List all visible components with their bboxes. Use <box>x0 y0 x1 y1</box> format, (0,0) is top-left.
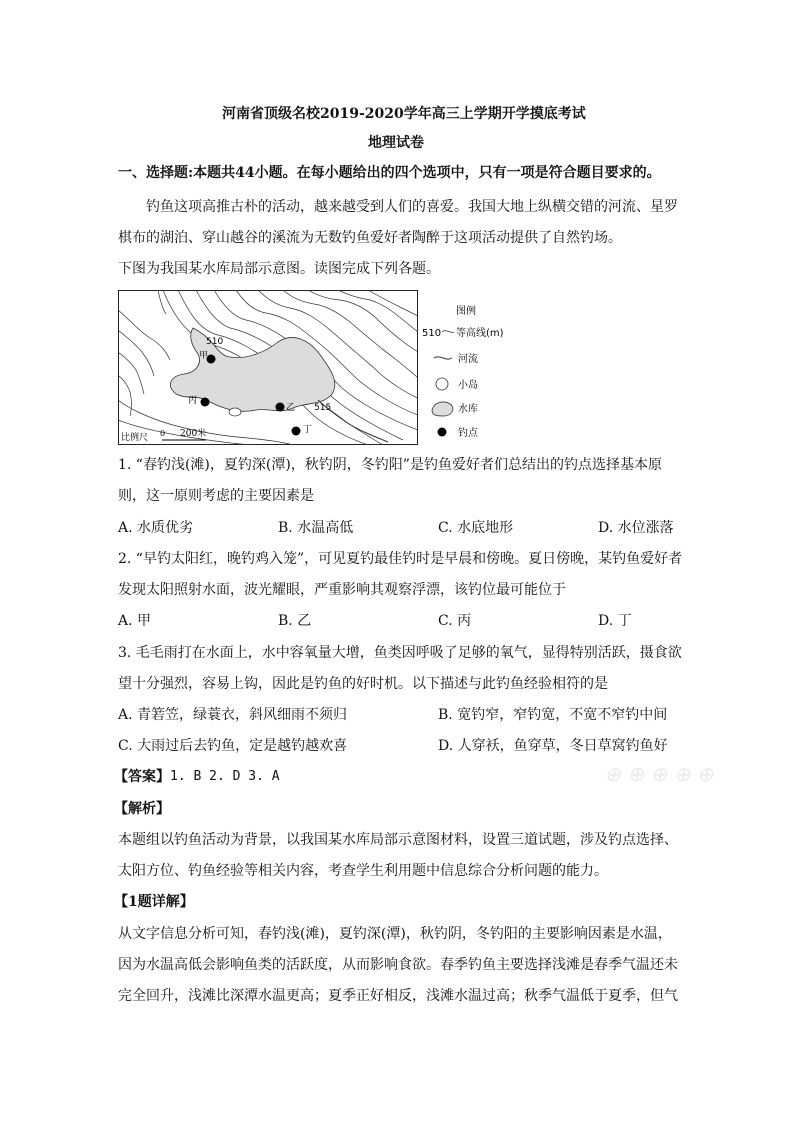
reservoir-map <box>118 290 418 445</box>
detail1-line-1: 从文字信息分析可知，春钓浅(滩)，夏钓深(潭)，秋钓阴，冬钓阳的主要影响因素是水温， <box>118 926 672 942</box>
legend-river-label: 河流 <box>458 354 478 365</box>
q2-option-b: B. 乙 <box>278 613 312 629</box>
point-bing-label: 丙 <box>188 396 198 406</box>
q3-option-a: A. 青箬笠，绿蓑衣，斜风细雨不须归 <box>118 707 348 723</box>
q3-stem-line-2: 望十分强烈，容易上钩，因此是钓鱼的好时机。以下描述与此钓鱼经验相符的是 <box>118 676 608 692</box>
q2-stem-line-1: 2. “早钓太阳红，晚钓鸡入笼”，可见夏钓最佳钓时是早晨和傍晚。夏日傍晚，某钓鱼爱好者 <box>118 551 683 567</box>
legend-spot-icon <box>438 428 447 437</box>
map-legend <box>420 300 530 440</box>
legend-reservoir-label: 水库 <box>458 404 478 415</box>
q1-stem-line-1: 1. “春钓浅(滩)，夏钓深(潭)，秋钓阴，冬钓阳”是钓鱼爱好者们总结出的钓点选择基本原 <box>118 457 662 473</box>
legend-title: 图例 <box>456 306 476 317</box>
page-subtitle: 地理试卷 <box>368 135 424 151</box>
detail1-line-3: 完全回升，浅滩比深潭水温更高；夏季正好相反，浅滩水温过高；秋季气温低于夏季，但气 <box>118 988 678 1004</box>
point-jia-label: 甲 <box>199 351 209 361</box>
scale-zero: 0 <box>160 429 166 438</box>
q1-option-c: C. 水底地形 <box>438 520 514 536</box>
q1-option-a: A. 水质优劣 <box>118 520 194 536</box>
intro-line-2: 棋布的湖泊、穿山越谷的溪流为无数钓鱼爱好者陶醉于这项活动提供了自然钓场。 <box>118 230 622 246</box>
q3-stem-line-1: 3. 毛毛雨打在水面上，水中容氧量大增，鱼类因呼吸了足够的氧气，显得特别活跃，摄食欲 <box>118 645 682 661</box>
answer-text: 1. B 2. D 3. A <box>170 769 280 784</box>
legend-contour-label: 等高线(m) <box>456 328 504 339</box>
contour-515-label: 515 <box>314 403 332 413</box>
island-shape <box>229 408 241 416</box>
intro-line-3: 下图为我国某水库局部示意图。读图完成下列各题。 <box>118 261 440 277</box>
q3-option-d: D. 人穿袄，鱼穿草，冬日草窝钓鱼好 <box>438 738 668 754</box>
point-yi <box>276 403 285 412</box>
legend-contour-num: 510 <box>422 328 442 339</box>
analysis-line-1: 本题组以钓鱼活动为背景，以我国某水库局部示意图材料，设置三道试题，涉及钓点选择、 <box>118 832 678 848</box>
q2-option-a: A. 甲 <box>118 613 152 629</box>
detail1-line-2: 因为水温高低会影响鱼类的活跃度，从而影响食欲。春季钓鱼主要选择浅滩是春季气温还未 <box>118 957 678 973</box>
answer-label: 【答案】 <box>114 769 170 785</box>
legend-island-icon <box>436 378 448 390</box>
page-title: 河南省顶级名校2019-2020学年高三上学期开学摸底考试 <box>222 106 586 122</box>
q2-stem-line-2: 发现太阳照射水面，波光耀眼，严重影响其观察浮漂，该钓位最可能位于 <box>118 582 566 598</box>
analysis-line-2: 太阳方位、钓鱼经验等相关内容，考查学生利用题中信息综合分析问题的能力。 <box>118 863 608 879</box>
legend-spot-label: 钓点 <box>458 428 478 439</box>
detail1-label: 【1题详解】 <box>114 894 194 910</box>
point-yi-label: 乙 <box>286 403 296 413</box>
legend-river-icon <box>434 357 452 359</box>
legend-reservoir-icon <box>432 402 453 416</box>
scale-label: 比例尺 <box>121 433 149 443</box>
intro-line-1: 钓鱼这项高推古朴的活动，越来越受到人们的喜爱。我国大地上纵横交错的河流、星罗 <box>146 199 678 215</box>
q1-stem-line-2: 则，这一原则考虑的主要因素是 <box>118 488 314 504</box>
analysis-label: 【解析】 <box>114 801 170 817</box>
watermark: ⊕ ⊕ ⊕ ⊕ ⊕ <box>603 762 718 786</box>
point-ding-label: 丁 <box>303 425 313 435</box>
q2-option-d: D. 丁 <box>598 613 632 629</box>
point-ding <box>292 427 301 436</box>
q1-option-d: D. 水位涨落 <box>598 520 674 536</box>
q3-option-b: B. 宽钓窄，窄钓宽，不宽不窄钓中间 <box>438 707 668 723</box>
legend-island-label: 小岛 <box>458 380 478 391</box>
q2-option-c: C. 丙 <box>438 613 472 629</box>
q1-option-b: B. 水温高低 <box>278 520 354 536</box>
point-bing <box>201 398 210 407</box>
contour-510-label: 510 <box>206 337 224 347</box>
scale-value: 200米 <box>180 429 207 439</box>
section-heading: 一、选择题:本题共44小题。在每小题给出的四个选项中，只有一项是符合题目要求的。 <box>118 165 661 181</box>
q3-option-c: C. 大雨过后去钓鱼，定是越钓越欢喜 <box>118 738 348 754</box>
legend-contour-line <box>442 331 454 333</box>
